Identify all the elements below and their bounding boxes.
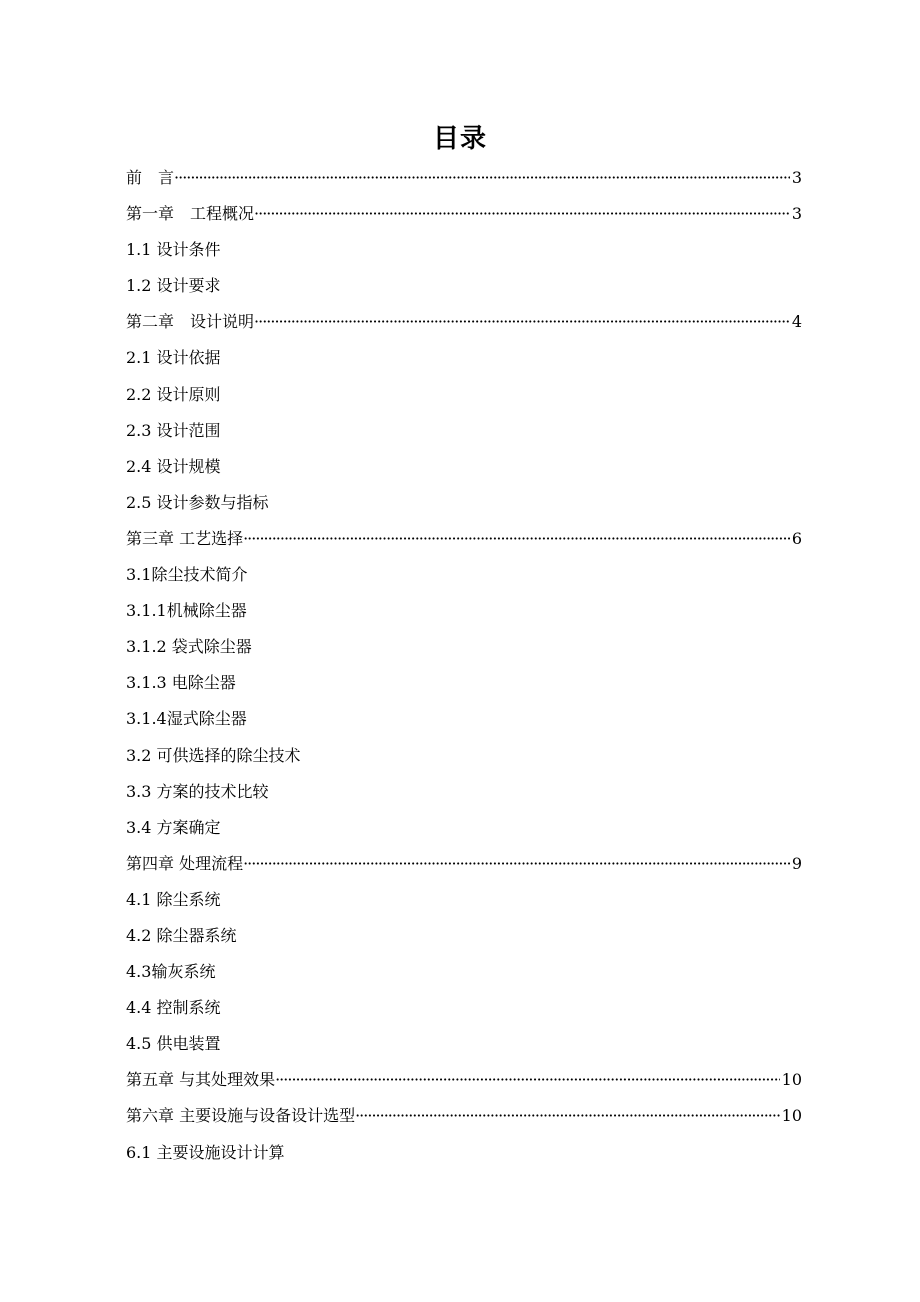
toc-entry xyxy=(126,918,802,954)
toc-entry-label: 第一章 工程概况 xyxy=(126,204,255,224)
table-of-contents xyxy=(126,160,802,1171)
toc-entry-label: 3.1.1机械除尘器 xyxy=(126,601,247,621)
toc-entry-label: 6.1 主要设施设计计算 xyxy=(126,1142,285,1162)
toc-entry xyxy=(126,557,802,593)
toc-entry-label: 3.4 方案确定 xyxy=(126,817,221,837)
toc-entry-label: 第六章 主要设施与设备设计选型 xyxy=(126,1106,356,1126)
toc-entry-label: 3.1.4湿式除尘器 xyxy=(126,709,247,729)
toc-entry-label: 第四章 处理流程 xyxy=(126,853,244,873)
toc-leader-dots xyxy=(174,160,790,196)
toc-entry xyxy=(126,196,802,232)
toc-entry xyxy=(126,304,802,340)
toc-leader-dots xyxy=(254,196,790,232)
toc-leader-dots xyxy=(355,1098,780,1134)
toc-entry-label: 前 言 xyxy=(126,168,175,187)
toc-entry xyxy=(126,810,802,846)
toc-entry xyxy=(126,593,802,629)
toc-entry xyxy=(126,846,802,882)
toc-entry xyxy=(126,701,802,737)
toc-leader-dots xyxy=(254,304,790,340)
toc-entry xyxy=(126,1135,802,1171)
toc-entry xyxy=(126,665,802,701)
toc-entry-label: 3.1.2 袋式除尘器 xyxy=(126,637,252,657)
page-title: 目录 xyxy=(432,124,487,154)
toc-entry xyxy=(126,738,802,774)
toc-entry-label: 3.1.3 电除尘器 xyxy=(126,673,236,693)
toc-entry-label: 4.3输灰系统 xyxy=(126,962,216,982)
toc-entry xyxy=(126,990,802,1026)
toc-entry xyxy=(126,232,802,268)
toc-entry xyxy=(126,774,802,810)
toc-entry-label: 2.5 设计参数与指标 xyxy=(126,492,269,512)
toc-entry xyxy=(126,1062,802,1098)
toc-page-number: 10 xyxy=(781,1070,802,1090)
toc-entry xyxy=(126,377,802,413)
toc-entry xyxy=(126,629,802,665)
toc-entry xyxy=(126,449,802,485)
toc-entry xyxy=(126,1026,802,1062)
toc-entry-label: 第二章 设计说明 xyxy=(126,312,255,332)
toc-page-number: 4 xyxy=(791,312,802,332)
toc-page-number: 9 xyxy=(791,853,802,873)
toc-entry xyxy=(126,413,802,449)
toc-entry xyxy=(126,954,802,990)
toc-leader-dots xyxy=(275,1062,780,1098)
toc-page-number: 6 xyxy=(791,528,802,548)
toc-entry-label: 第五章 与其处理效果 xyxy=(126,1070,276,1090)
toc-entry-label: 4.2 除尘器系统 xyxy=(126,925,237,945)
toc-page-number: 3 xyxy=(791,204,802,224)
toc-entry xyxy=(126,340,802,376)
toc-entry-label: 2.3 设计范围 xyxy=(126,420,221,440)
toc-entry-label: 3.2 可供选择的除尘技术 xyxy=(126,745,301,765)
toc-leader-dots xyxy=(243,521,790,557)
toc-entry-label: 3.1除尘技术简介 xyxy=(126,565,248,585)
toc-entry-label: 2.1 设计依据 xyxy=(126,348,221,368)
toc-entry-label: 2.2 设计原则 xyxy=(126,384,221,404)
toc-entry-label: 2.4 设计规模 xyxy=(126,456,221,476)
toc-entry-label: 1.1 设计条件 xyxy=(126,240,221,260)
toc-entry xyxy=(126,882,802,918)
toc-entry-label: 第三章 工艺选择 xyxy=(126,528,244,548)
toc-entry-label: 1.2 设计要求 xyxy=(126,276,221,296)
toc-page-number: 10 xyxy=(781,1106,802,1126)
toc-entry xyxy=(126,485,802,521)
toc-entry-label: 4.1 除尘系统 xyxy=(126,889,221,909)
toc-leader-dots xyxy=(243,846,790,882)
toc-entry-label: 4.5 供电装置 xyxy=(126,1034,221,1054)
toc-page-number: 3 xyxy=(791,168,802,187)
toc-entry-label: 4.4 控制系统 xyxy=(126,998,221,1018)
toc-entry xyxy=(126,1098,802,1134)
toc-entry-label: 3.3 方案的技术比较 xyxy=(126,781,269,801)
toc-entry xyxy=(126,268,802,304)
toc-entry xyxy=(126,521,802,557)
toc-entry xyxy=(126,160,802,196)
